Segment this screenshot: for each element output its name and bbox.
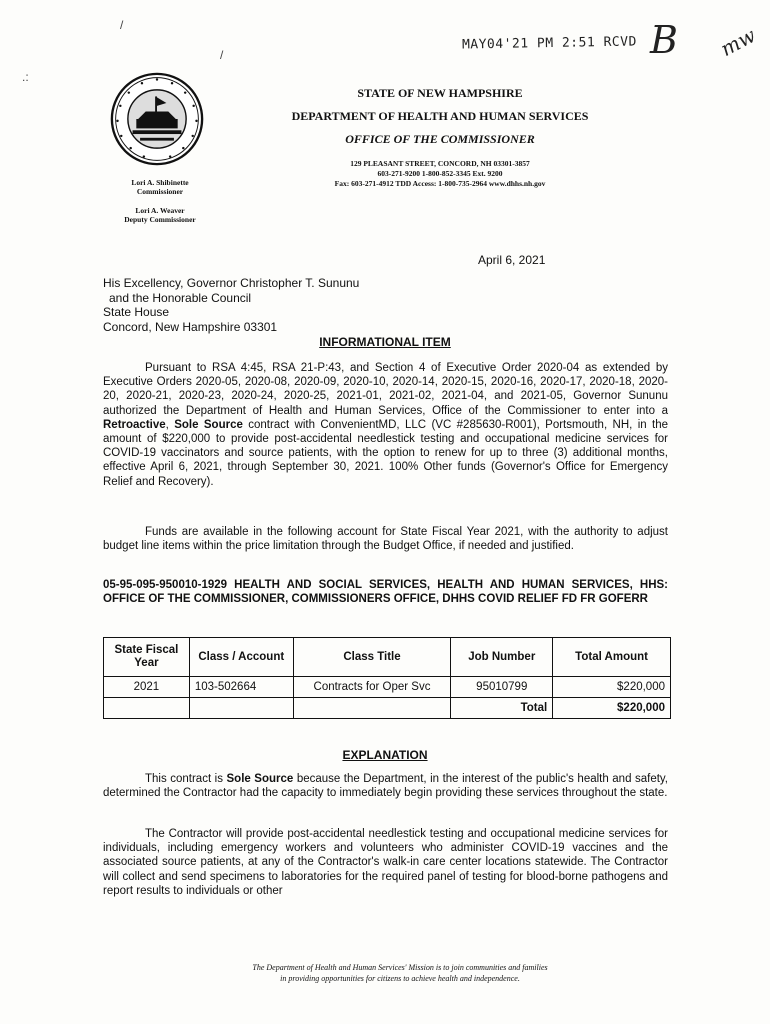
- paragraph-services: [103, 827, 668, 898]
- paragraph-text: The Contractor will provide post-accidental needlestick testing and occupational medicine services for individuals, including emergency workers and volunteers who administer COVID-19 vaccines and the associated source patients, at any of the Contractor's walk-in care center locations statewide. The Contractor will collect and send specimens to laboratories for the required panel of testing for blood-borne pathogens and report results to individuals or other: [103, 828, 668, 897]
- letterhead-department: DEPARTMENT OF HEALTH AND HUMAN SERVICES: [291, 109, 589, 123]
- paragraph-text: Pursuant to RSA 4:45, RSA 21-P:43, and Section 4 of Executive Order 2020-04 as extended by Executive Orders 2020-05, 2020-08, 2020-09, 2020-10, 2020-14, 2020-15, 2020-16, 2020-17, 2020-18, 2020-20, 2020-21, 2020-23, 2020-24, 2020-25, 2021-01, 2021-02, 2021-04, and 2021-05, Governor Sununu authorized the Department of Health and Human Services, Office of the Commissioner to enter into a: [103, 362, 668, 417]
- table-cell: $220,000: [553, 677, 671, 698]
- letterhead-phone: 603-271-9200 1-800-852-3345 Ext. 9200: [377, 169, 503, 178]
- table-cell: 95010799: [451, 677, 553, 698]
- officials-block: [100, 178, 220, 224]
- sole-source-term: Sole Source: [174, 418, 243, 431]
- letterhead-address: 129 PLEASANT STREET, CONCORD, NH 03301-3857: [350, 159, 530, 168]
- table-cell: [189, 698, 293, 719]
- total-value: $220,000: [553, 698, 671, 719]
- deputy-title: Deputy Commissioner: [124, 215, 196, 224]
- stray-mark: /: [120, 18, 124, 32]
- commissioner-name: Lori A. Shibinette: [131, 178, 189, 187]
- received-stamp: MAY04'21 PM 2:51 RCVD: [461, 34, 637, 53]
- sole-source-term: Sole Source: [226, 773, 294, 785]
- retroactive-term: Retroactive: [103, 418, 166, 431]
- deputy-name: Lori A. Weaver: [135, 206, 185, 215]
- paragraph-text: This contract is: [145, 773, 227, 785]
- recipient-line: Concord, New Hampshire 03301: [103, 319, 278, 334]
- table-header-row: [104, 638, 671, 677]
- table-cell: 2021: [104, 677, 190, 698]
- table-header: State Fiscal Year: [104, 638, 190, 677]
- table-cell: 103-502664: [189, 677, 293, 698]
- table-row: [104, 677, 671, 698]
- state-seal-icon: [110, 72, 204, 166]
- explanation-heading: EXPLANATION: [342, 748, 428, 762]
- table-header: Class / Account: [189, 638, 293, 677]
- account-line: 05-95-095-950010-1929 HEALTH AND SOCIAL SERVICES, HEALTH AND HUMAN SERVICES, HHS: OFFICE OF THE COMMISSIONER, COMMISSIONERS OFFICE, DHHS COVID RELIEF FD FR GOFERR: [103, 579, 668, 606]
- table-header: Job Number: [451, 638, 553, 677]
- mission-footer: [170, 962, 630, 984]
- recipient-address: [103, 276, 359, 334]
- handwritten-letter: B: [650, 18, 678, 62]
- stray-mark: .:: [22, 70, 29, 84]
- total-label: Total: [451, 698, 553, 719]
- recipient-line: and the Honorable Council: [109, 290, 252, 305]
- table-cell: [104, 698, 190, 719]
- table-total-row: [104, 698, 671, 719]
- table-cell: [293, 698, 451, 719]
- paragraph-authorization: [103, 361, 668, 489]
- paragraph-text: contract with ConvenientMD, LLC (VC #285630-R001), Portsmouth, NH, in the amount of $220,000 to provide post-accidental needlestick testing and occupational medicine services for COVID-19 vaccinators and source patients, with the option to renew for up to three (3) additional months, effective April 6, 2021, through September 30, 2021. 100% Other funds (Governor's Office for Emergency Relief and Recovery).: [103, 418, 669, 488]
- table-cell: Contracts for Oper Svc: [293, 677, 451, 698]
- letterhead-fax: Fax: 603-271-4912 TDD Access: 1-800-735-2964 www.dhhs.nh.gov: [334, 179, 546, 188]
- recipient-line: State House: [103, 305, 170, 319]
- letterhead-state: STATE OF NEW HAMPSHIRE: [357, 86, 523, 100]
- funding-table: [103, 637, 671, 719]
- paragraph-funds: [103, 525, 668, 553]
- handwritten-initials: mw: [716, 22, 760, 62]
- footer-line: The Department of Health and Human Services' Mission is to join communities and families: [252, 963, 548, 972]
- informational-item-heading: INFORMATIONAL ITEM: [319, 335, 451, 349]
- recipient-line: His Excellency, Governor Christopher T. Sununu: [103, 276, 360, 290]
- letterhead-office: OFFICE OF THE COMMISSIONER: [345, 132, 535, 146]
- letter-date: April 6, 2021: [478, 253, 546, 267]
- paragraph-text: because the Department, in the interest of the public's health and safety, determined the Contractor had the capacity to immediately begin providing these services throughout the state.: [103, 773, 668, 800]
- separator: ,: [165, 418, 175, 431]
- commissioner-title: Commissioner: [136, 187, 184, 196]
- table-header: Total Amount: [553, 638, 671, 677]
- stray-mark: /: [220, 48, 224, 62]
- footer-line: in providing opportunities for citizens to achieve health and independence.: [280, 974, 520, 983]
- paragraph-text: Funds are available in the following account for State Fiscal Year 2021, with the authority to adjust budget line items within the price limitation through the Budget Office, if needed and justified.: [103, 526, 668, 553]
- letterhead: [260, 86, 620, 189]
- table-header: Class Title: [293, 638, 451, 677]
- paragraph-sole-source: [103, 772, 668, 800]
